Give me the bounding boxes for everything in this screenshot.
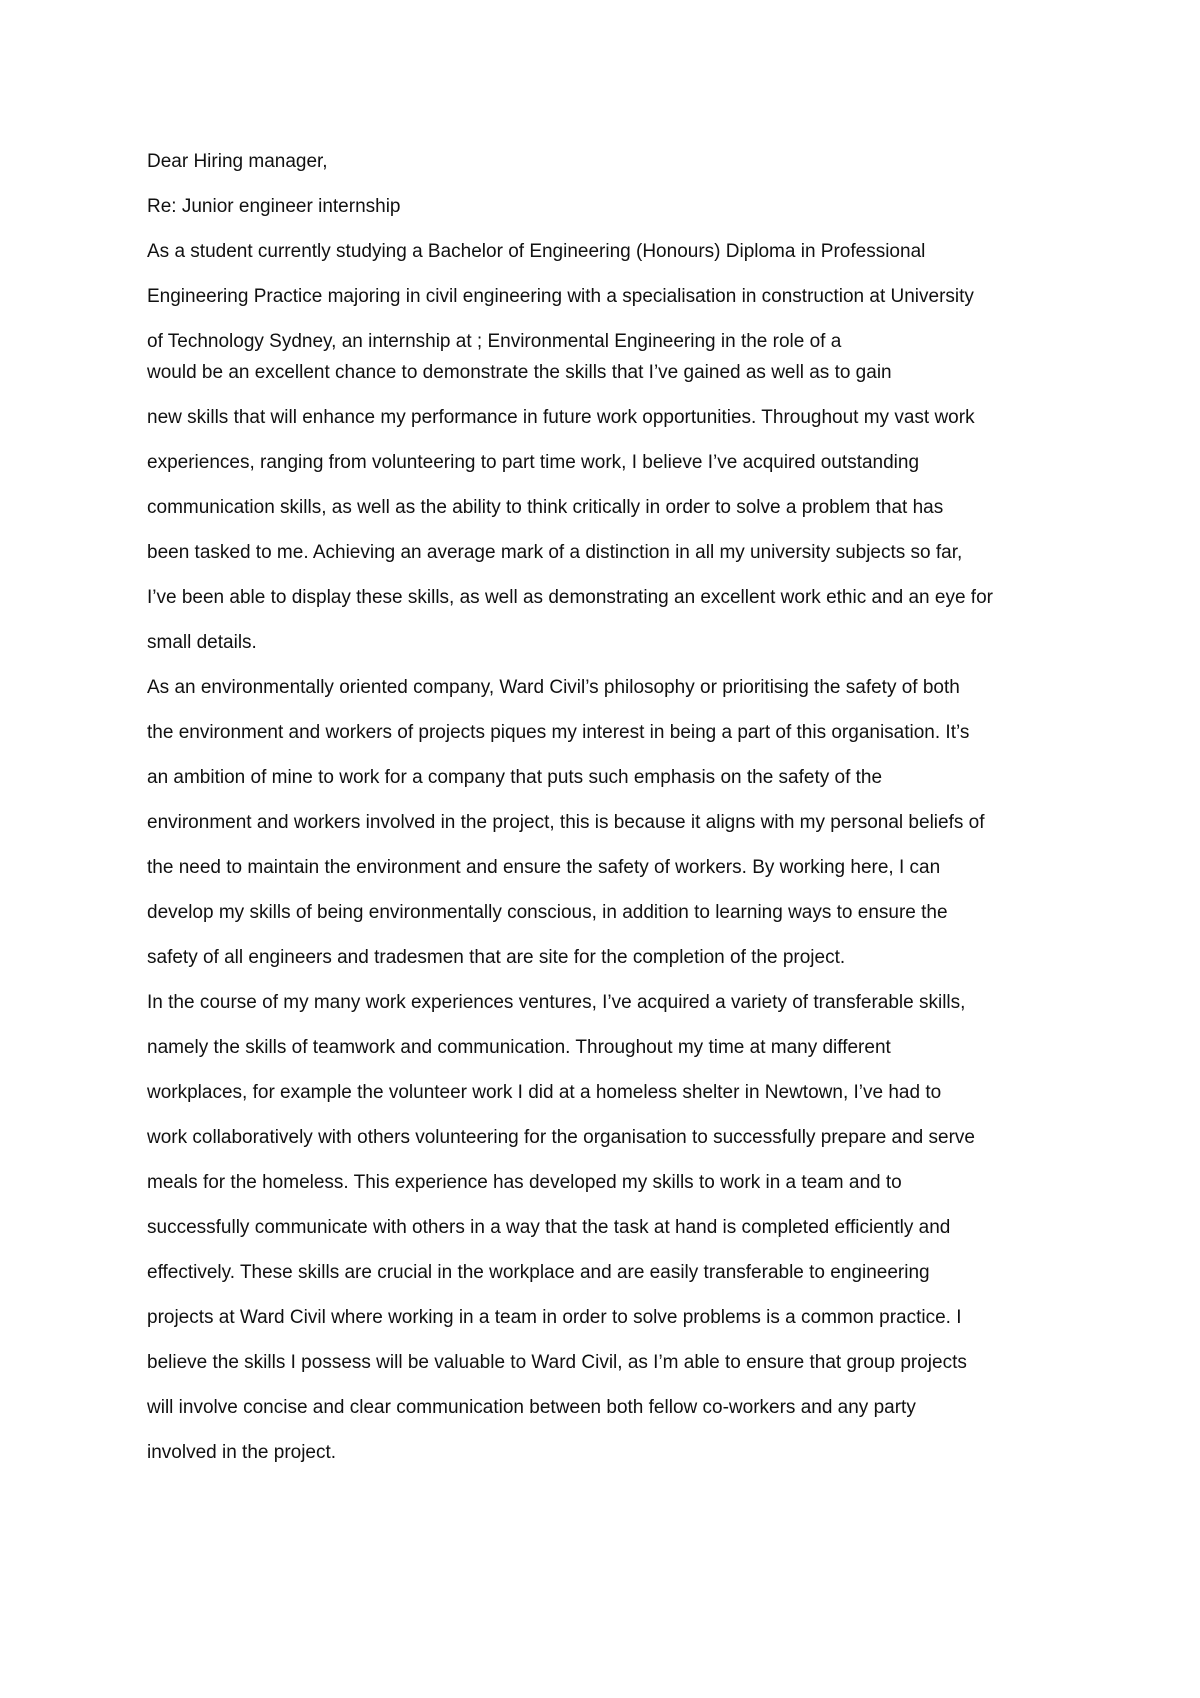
body-line-3: of Technology Sydney, an internship at ; Environmental Engineering in the role of a (147, 331, 842, 352)
body-line-5: new skills that will enhance my performance in future work opportunities. Throughout my vast work (147, 407, 975, 428)
body-line-4: would be an excellent chance to demonstrate the skills that I’ve gained as well as to gain (147, 362, 892, 383)
body-line-2: Engineering Practice majoring in civil engineering with a specialisation in construction at University (147, 286, 974, 307)
body-line-22: meals for the homeless. This experience has developed my skills to work in a team and to (147, 1172, 902, 1193)
body-line-14: environment and workers involved in the project, this is because it aligns with my personal beliefs of (147, 812, 985, 833)
body-line-23: successfully communicate with others in a way that the task at hand is completed efficiently and (147, 1217, 951, 1238)
subject-line: Re: Junior engineer internship (147, 196, 401, 217)
body-line-26: believe the skills I possess will be valuable to Ward Civil, as I’m able to ensure that group projects (147, 1352, 967, 1373)
body-line-6: experiences, ranging from volunteering to part time work, I believe I’ve acquired outstanding (147, 452, 920, 473)
body-line-9: I’ve been able to display these skills, as well as demonstrating an excellent work ethic and an eye for (147, 587, 993, 608)
body-line-28: involved in the project. (147, 1442, 337, 1463)
body-line-19: namely the skills of teamwork and communication. Throughout my time at many different (147, 1037, 891, 1058)
body-line-25: projects at Ward Civil where working in a team in order to solve problems is a common practice. I (147, 1307, 962, 1328)
body-line-1: As a student currently studying a Bachelor of Engineering (Honours) Diploma in Professional (147, 241, 926, 262)
body-line-10: small details. (147, 632, 257, 653)
body-line-8: been tasked to me. Achieving an average mark of a distinction in all my university subjects so far, (147, 542, 963, 563)
body-line-15: the need to maintain the environment and ensure the safety of workers. By working here, I can (147, 857, 941, 878)
body-line-17: safety of all engineers and tradesmen that are site for the completion of the project. (147, 947, 846, 968)
body-line-11: As an environmentally oriented company, Ward Civil’s philosophy or prioritising the safety of both (147, 677, 960, 698)
body-line-20: workplaces, for example the volunteer work I did at a homeless shelter in Newtown, I’ve had to (147, 1082, 942, 1103)
body-line-27: will involve concise and clear communication between both fellow co-workers and any party (147, 1397, 916, 1418)
body-line-24: effectively. These skills are crucial in the workplace and are easily transferable to engineering (147, 1262, 930, 1283)
body-line-16: develop my skills of being environmentally conscious, in addition to learning ways to ensure the (147, 902, 948, 923)
body-line-13: an ambition of mine to work for a company that puts such emphasis on the safety of the (147, 767, 883, 788)
body-line-7: communication skills, as well as the ability to think critically in order to solve a problem that has (147, 497, 944, 518)
body-line-21: work collaboratively with others volunteering for the organisation to successfully prepare and serve (147, 1127, 975, 1148)
body-line-12: the environment and workers of projects piques my interest in being a part of this organisation. It’s (147, 722, 970, 743)
body-line-18: In the course of my many work experiences ventures, I’ve acquired a variety of transferable skills, (147, 992, 966, 1013)
salutation-line: Dear Hiring manager, (147, 151, 328, 172)
